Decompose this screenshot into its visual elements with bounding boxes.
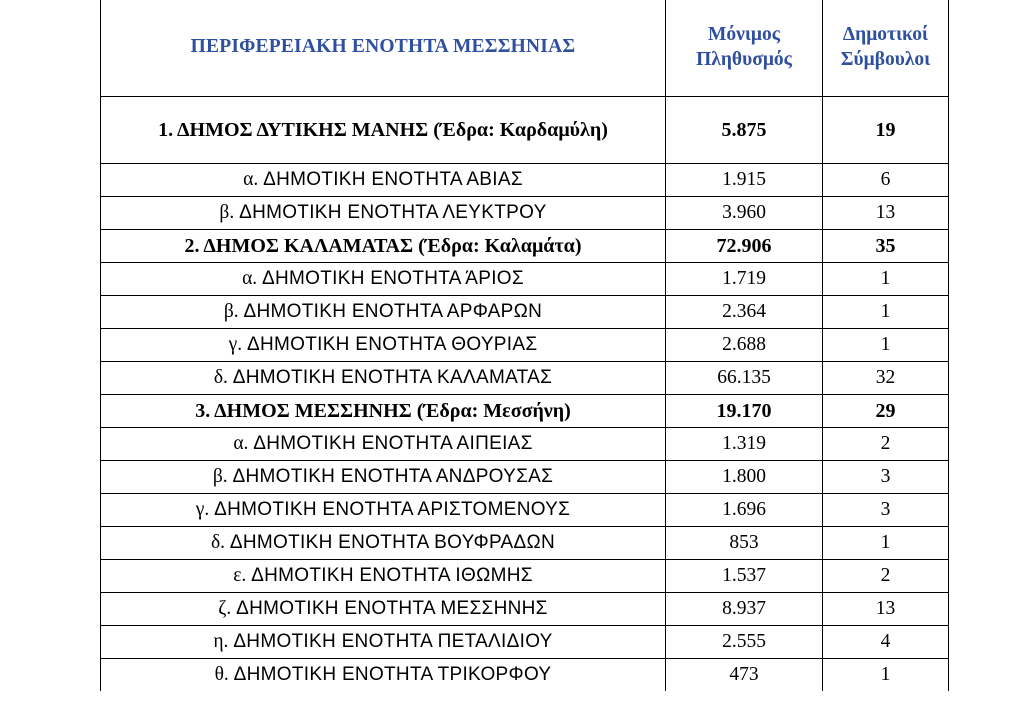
name-cell bbox=[101, 659, 666, 692]
councillors-header bbox=[823, 0, 949, 97]
councillors-cell: 1 bbox=[823, 659, 949, 692]
unit-name: ΔΗΜΟΤΙΚΗ ΕΝΟΤΗΤΑ ΑΡΦΑΡΩΝ bbox=[243, 301, 543, 323]
municipal-unit-row bbox=[101, 263, 949, 296]
councillors-cell: 35 bbox=[823, 230, 949, 263]
name-cell bbox=[101, 428, 666, 461]
name-cell bbox=[101, 593, 666, 626]
councillors-cell: 13 bbox=[823, 593, 949, 626]
name-cell bbox=[101, 494, 666, 527]
population-cell: 2.688 bbox=[666, 329, 823, 362]
population-header-line2: Πληθυσμός bbox=[696, 49, 792, 70]
councillors-header-line1: Δημοτικοί bbox=[842, 23, 929, 45]
unit-prefix: η. bbox=[213, 631, 229, 653]
municipal-unit-row bbox=[101, 362, 949, 395]
municipal-unit-row bbox=[101, 296, 949, 329]
municipality-table bbox=[100, 0, 949, 691]
municipality-row bbox=[101, 230, 949, 263]
councillors-cell: 3 bbox=[823, 461, 949, 494]
municipal-unit-row bbox=[101, 329, 949, 362]
municipality-row bbox=[101, 97, 949, 164]
region-header: ΠΕΡΙΦΕΡΕΙΑΚΗ ΕΝΟΤΗΤΑ ΜΕΣΣΗΝΙΑΣ bbox=[101, 0, 666, 97]
population-cell: 66.135 bbox=[666, 362, 823, 395]
population-cell: 1.719 bbox=[666, 263, 823, 296]
unit-name: ΔΗΜΟΤΙΚΗ ΕΝΟΤΗΤΑ ΑΝΔΡΟΥΣΑΣ bbox=[232, 466, 554, 488]
unit-name: ΔΗΜΟΤΙΚΗ ΕΝΟΤΗΤΑ ΘΟΥΡΙΑΣ bbox=[247, 334, 538, 356]
population-cell: 1.696 bbox=[666, 494, 823, 527]
councillors-cell: 1 bbox=[823, 296, 949, 329]
name-cell bbox=[101, 362, 666, 395]
unit-name: ΔΗΜΟΤΙΚΗ ΕΝΟΤΗΤΑ ΚΑΛΑΜΑΤΑΣ bbox=[232, 367, 553, 389]
councillors-cell: 2 bbox=[823, 560, 949, 593]
unit-name: ΔΗΜΟΤΙΚΗ ΕΝΟΤΗΤΑ ΆΡΙΟΣ bbox=[262, 268, 524, 290]
unit-prefix: β. bbox=[212, 466, 228, 488]
unit-prefix: β. bbox=[219, 202, 235, 224]
name-cell bbox=[101, 626, 666, 659]
unit-prefix: α. bbox=[233, 433, 249, 455]
unit-prefix: δ. bbox=[213, 367, 228, 389]
name-cell bbox=[101, 263, 666, 296]
municipality-row bbox=[101, 395, 949, 428]
municipal-unit-row bbox=[101, 560, 949, 593]
unit-name: ΔΗΜΟΤΙΚΗ ΕΝΟΤΗΤΑ ΑΒΙΑΣ bbox=[263, 169, 523, 191]
unit-prefix: β. bbox=[223, 301, 239, 323]
municipal-unit-row bbox=[101, 626, 949, 659]
unit-prefix: α. bbox=[242, 268, 258, 290]
municipal-unit-row bbox=[101, 659, 949, 692]
population-cell: 2.555 bbox=[666, 626, 823, 659]
name-cell: 1. ΔΗΜΟΣ ΔΥΤΙΚΗΣ ΜΑΝΗΣ (Έδρα: Καρδαμύλη) bbox=[101, 97, 666, 164]
population-cell: 853 bbox=[666, 527, 823, 560]
population-header-line1: Μόνιμος bbox=[708, 23, 780, 45]
unit-name: ΔΗΜΟΤΙΚΗ ΕΝΟΤΗΤΑ ΜΕΣΣΗΝΗΣ bbox=[236, 598, 548, 620]
municipal-unit-row bbox=[101, 494, 949, 527]
unit-name: ΔΗΜΟΤΙΚΗ ΕΝΟΤΗΤΑ ΒΟΥΦΡΑΔΩΝ bbox=[229, 532, 556, 554]
population-cell: 1.537 bbox=[666, 560, 823, 593]
name-cell bbox=[101, 164, 666, 197]
unit-prefix: ε. bbox=[233, 565, 247, 587]
population-cell: 2.364 bbox=[666, 296, 823, 329]
municipal-unit-row bbox=[101, 164, 949, 197]
councillors-cell: 1 bbox=[823, 527, 949, 560]
name-cell: 2. ΔΗΜΟΣ ΚΑΛΑΜΑΤΑΣ (Έδρα: Καλαμάτα) bbox=[101, 230, 666, 263]
population-cell: 19.170 bbox=[666, 395, 823, 428]
unit-name: ΔΗΜΟΤΙΚΗ ΕΝΟΤΗΤΑ ΤΡΙΚΟΡΦΟΥ bbox=[233, 664, 552, 686]
municipal-unit-row bbox=[101, 461, 949, 494]
population-cell: 72.906 bbox=[666, 230, 823, 263]
councillors-header-line2: Σύμβουλοι bbox=[840, 49, 931, 70]
population-cell: 8.937 bbox=[666, 593, 823, 626]
population-cell: 3.960 bbox=[666, 197, 823, 230]
table-header-row bbox=[101, 0, 949, 97]
population-header bbox=[666, 0, 823, 97]
unit-prefix: ζ. bbox=[218, 598, 232, 620]
population-cell: 473 bbox=[666, 659, 823, 692]
councillors-cell: 6 bbox=[823, 164, 949, 197]
unit-name: ΔΗΜΟΤΙΚΗ ΕΝΟΤΗΤΑ ΑΙΠΕΙΑΣ bbox=[253, 433, 533, 455]
municipal-unit-row bbox=[101, 593, 949, 626]
unit-name: ΔΗΜΟΤΙΚΗ ΕΝΟΤΗΤΑ ΠΕΤΑΛΙΔΙΟΥ bbox=[233, 631, 553, 653]
unit-prefix: δ. bbox=[210, 532, 226, 554]
councillors-cell: 32 bbox=[823, 362, 949, 395]
unit-name: ΔΗΜΟΤΙΚΗ ΕΝΟΤΗΤΑ ΑΡΙΣΤΟΜΕΝΟΥΣ bbox=[214, 499, 571, 521]
councillors-cell: 4 bbox=[823, 626, 949, 659]
councillors-cell: 19 bbox=[823, 97, 949, 164]
unit-prefix: θ. bbox=[214, 664, 229, 686]
name-cell bbox=[101, 296, 666, 329]
name-cell bbox=[101, 329, 666, 362]
name-cell: 3. ΔΗΜΟΣ ΜΕΣΣΗΝΗΣ (Έδρα: Μεσσήνη) bbox=[101, 395, 666, 428]
name-cell bbox=[101, 527, 666, 560]
municipal-unit-row bbox=[101, 527, 949, 560]
councillors-cell: 1 bbox=[823, 329, 949, 362]
unit-name: ΔΗΜΟΤΙΚΗ ΕΝΟΤΗΤΑ ΙΘΩΜΗΣ bbox=[251, 565, 533, 587]
population-cell: 1.915 bbox=[666, 164, 823, 197]
name-cell bbox=[101, 461, 666, 494]
name-cell bbox=[101, 560, 666, 593]
councillors-cell: 29 bbox=[823, 395, 949, 428]
population-cell: 1.800 bbox=[666, 461, 823, 494]
councillors-cell: 3 bbox=[823, 494, 949, 527]
unit-prefix: γ. bbox=[228, 334, 243, 356]
population-cell: 5.875 bbox=[666, 97, 823, 164]
unit-prefix: γ. bbox=[195, 499, 210, 521]
councillors-cell: 13 bbox=[823, 197, 949, 230]
municipal-unit-row bbox=[101, 428, 949, 461]
unit-prefix: α. bbox=[243, 169, 259, 191]
population-cell: 1.319 bbox=[666, 428, 823, 461]
councillors-cell: 1 bbox=[823, 263, 949, 296]
unit-name: ΔΗΜΟΤΙΚΗ ΕΝΟΤΗΤΑ ΛΕΥΚΤΡΟΥ bbox=[239, 202, 547, 224]
municipal-unit-row bbox=[101, 197, 949, 230]
name-cell bbox=[101, 197, 666, 230]
councillors-cell: 2 bbox=[823, 428, 949, 461]
